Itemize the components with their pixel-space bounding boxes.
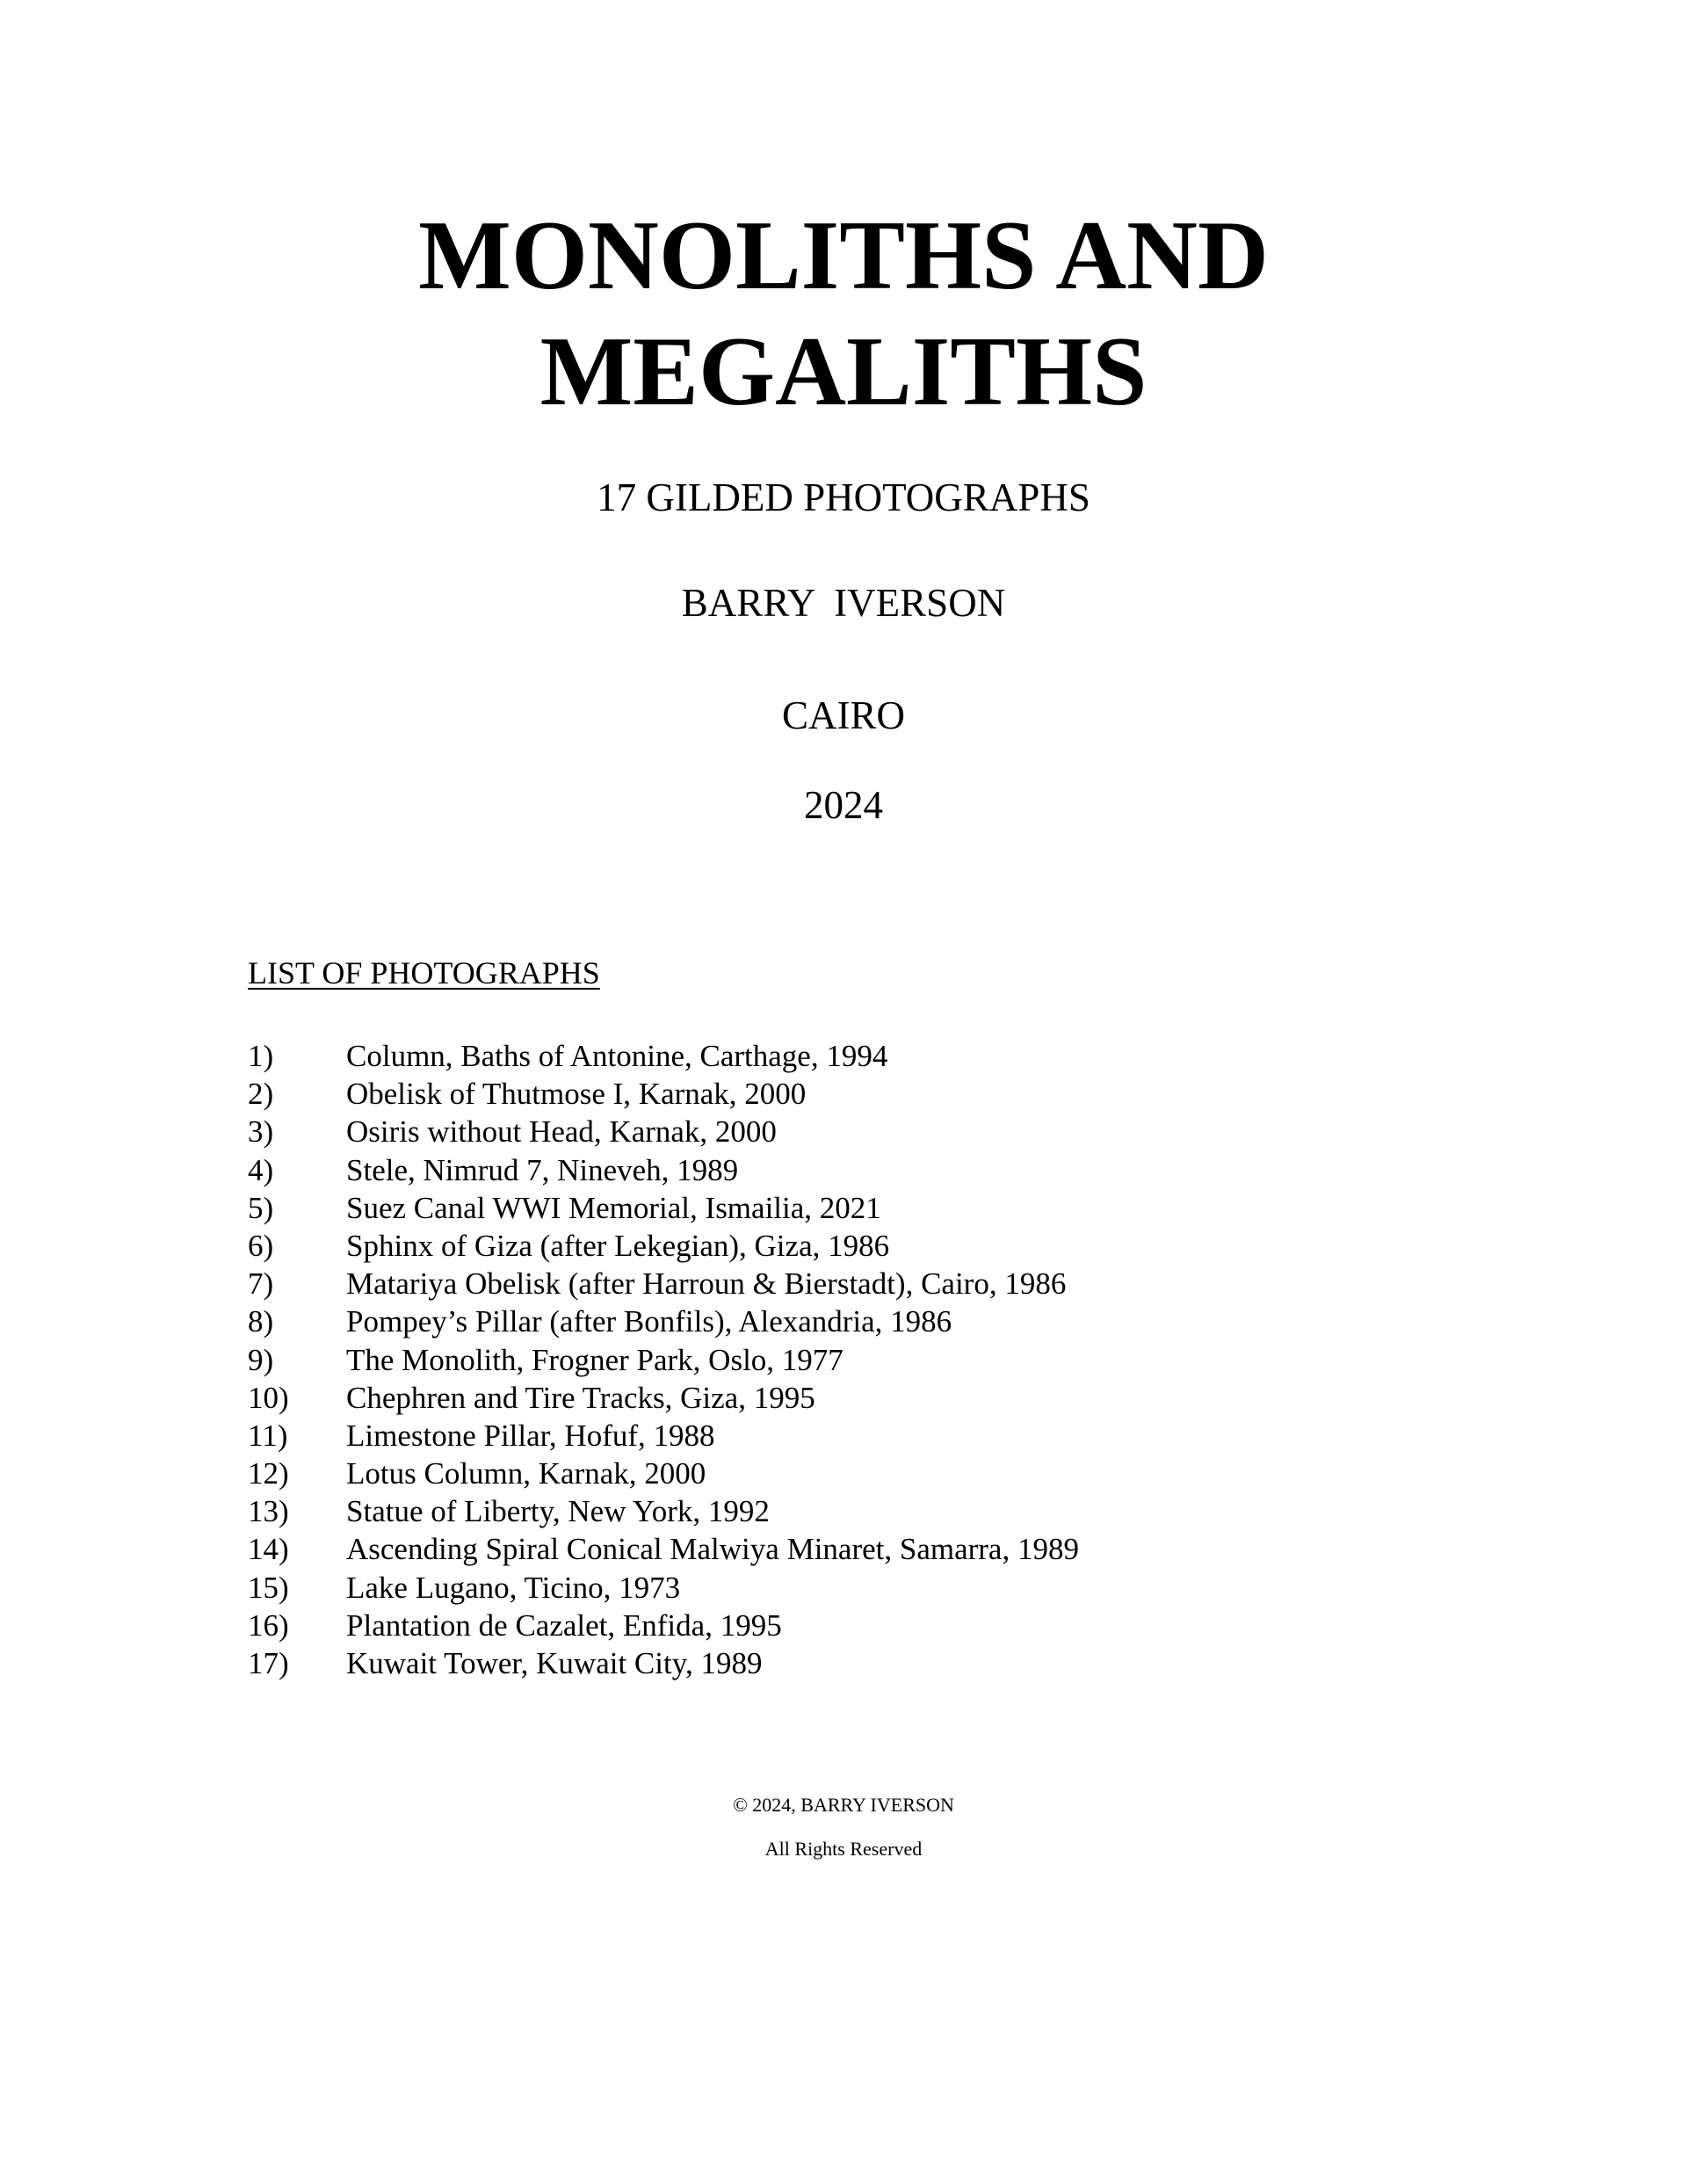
item-text: Column, Baths of Antonine, Carthage, 1994 — [346, 1039, 888, 1073]
item-text: Ascending Spiral Conical Malwiya Minaret, Samarra, 1989 — [346, 1532, 1079, 1567]
item-text: Lake Lugano, Ticino, 1973 — [346, 1570, 681, 1605]
title-line-1: MONOLITHS AND — [418, 201, 1269, 310]
subtitle: 17 GILDED PHOTOGRAPHS — [597, 475, 1090, 519]
item-number: 10) — [248, 1380, 289, 1415]
list-item — [248, 1644, 1566, 1682]
item-text: Kuwait Tower, Kuwait City, 1989 — [346, 1646, 763, 1680]
item-text: Limestone Pillar, Hofuf, 1988 — [346, 1418, 715, 1453]
list-heading: LIST OF PHOTOGRAPHS — [248, 955, 600, 990]
item-number: 14) — [248, 1532, 289, 1567]
list-item — [248, 1227, 1566, 1265]
list-item — [248, 1113, 1566, 1150]
item-number: 11) — [248, 1418, 288, 1453]
item-text: The Monolith, Frogner Park, Oslo, 1977 — [346, 1342, 844, 1377]
title-line-2: MEGALITHS — [539, 317, 1148, 426]
item-number: 16) — [248, 1607, 289, 1643]
item-text: Stele, Nimrud 7, Nineveh, 1989 — [346, 1152, 739, 1187]
item-number: 1) — [248, 1039, 274, 1073]
item-text: Obelisk of Thutmose I, Karnak, 2000 — [346, 1077, 807, 1112]
list-item — [248, 1379, 1566, 1417]
publication-place: CAIRO — [781, 693, 905, 737]
item-number: 5) — [248, 1190, 274, 1225]
item-number: 2) — [248, 1077, 274, 1112]
photo-list — [248, 1037, 1566, 1682]
list-item — [248, 1341, 1566, 1379]
item-number: 6) — [248, 1228, 274, 1263]
page-title — [0, 198, 1687, 430]
list-item — [248, 1302, 1566, 1340]
list-item — [248, 1569, 1566, 1607]
item-text: Sphinx of Giza (after Lekegian), Giza, 1986 — [346, 1228, 890, 1263]
list-item — [248, 1075, 1566, 1113]
item-text: Lotus Column, Karnak, 2000 — [346, 1456, 706, 1491]
item-number: 15) — [248, 1570, 289, 1605]
item-text: Pompey’s Pillar (after Bonfils), Alexandria, 1986 — [346, 1304, 952, 1339]
list-item — [248, 1189, 1566, 1227]
rights-notice: All Rights Reserved — [764, 1838, 923, 1860]
list-item — [248, 1607, 1566, 1644]
list-item — [248, 1455, 1566, 1492]
item-text: Chephren and Tire Tracks, Giza, 1995 — [346, 1380, 815, 1415]
list-item — [248, 1530, 1566, 1568]
copyright-notice: © 2024, BARRY IVERSON — [733, 1794, 954, 1816]
item-number: 4) — [248, 1152, 274, 1187]
item-text: Osiris without Head, Karnak, 2000 — [346, 1114, 777, 1150]
item-text: Plantation de Cazalet, Enfida, 1995 — [346, 1607, 782, 1643]
item-text: Statue of Liberty, New York, 1992 — [346, 1494, 770, 1529]
list-item — [248, 1265, 1566, 1302]
item-number: 9) — [248, 1342, 274, 1377]
list-item — [248, 1417, 1566, 1455]
item-text: Suez Canal WWI Memorial, Ismailia, 2021 — [346, 1190, 881, 1225]
item-number: 17) — [248, 1646, 289, 1680]
item-number: 13) — [248, 1494, 289, 1529]
list-item — [248, 1037, 1566, 1075]
item-number: 8) — [248, 1304, 274, 1339]
author-name: BARRY IVERSON — [681, 581, 1006, 625]
item-number: 12) — [248, 1456, 289, 1491]
list-item — [248, 1151, 1566, 1189]
item-number: 3) — [248, 1114, 274, 1150]
list-item — [248, 1492, 1566, 1530]
publication-year: 2024 — [804, 783, 883, 827]
item-text: Matariya Obelisk (after Harroun & Bierstadt), Cairo, 1986 — [346, 1266, 1067, 1302]
item-number: 7) — [248, 1266, 274, 1302]
